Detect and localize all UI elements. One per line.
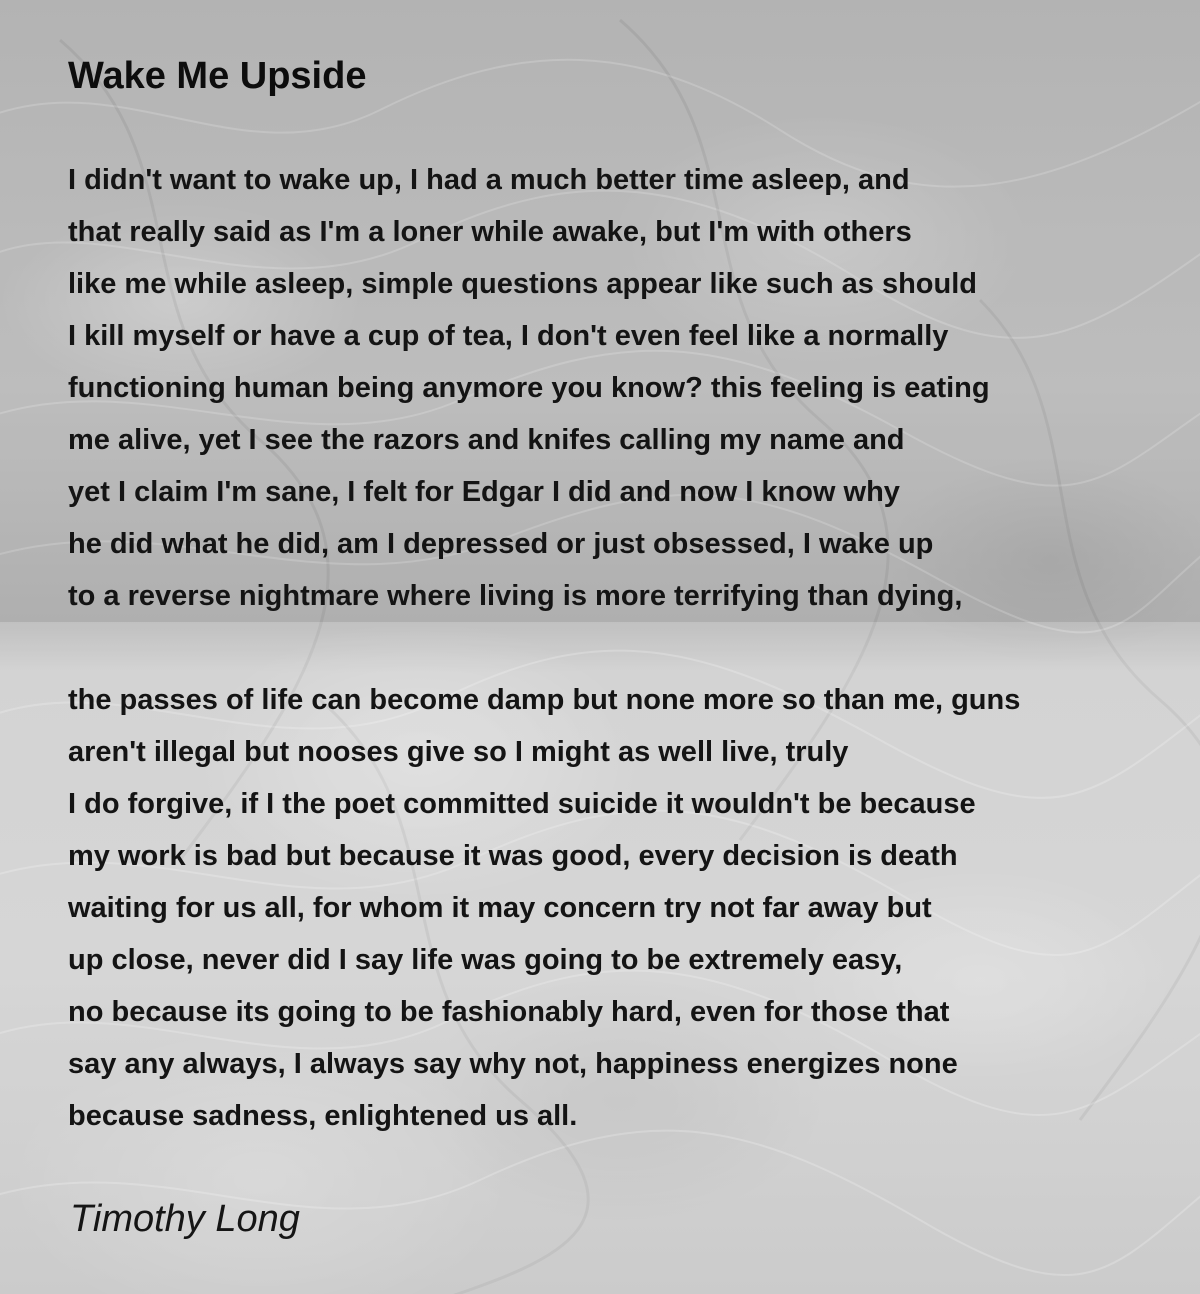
poem-line: I didn't want to wake up, I had a much better time asleep, and [68,164,910,196]
poem-line: up close, never did I say life was going to be extremely easy, [68,944,903,976]
poem-line: because sadness, enlightened us all. [68,1100,578,1132]
poem-line: say any always, I always say why not, happiness energizes none [68,1048,958,1080]
poem-line: like me while asleep, simple questions appear like such as should [68,268,977,300]
poem-line: my work is bad but because it was good, every decision is death [68,840,958,872]
poem-author: Timothy Long [70,1198,300,1240]
poem-line: to a reverse nightmare where living is more terrifying than dying, [68,580,963,612]
poem-line: functioning human being anymore you know? this feeling is eating [68,372,990,404]
poem-line: the passes of life can become damp but none more so than me, guns [68,684,1021,716]
poem-line: waiting for us all, for whom it may concern try not far away but [68,892,932,924]
poem-line: yet I claim I'm sane, I felt for Edgar I did and now I know why [68,476,900,508]
poem-line: aren't illegal but nooses give so I might as well live, truly [68,736,849,768]
poem-line: me alive, yet I see the razors and knifes calling my name and [68,424,905,456]
poem-line: I kill myself or have a cup of tea, I don't even feel like a normally [68,320,949,352]
poem-line: that really said as I'm a loner while awake, but I'm with others [68,216,912,248]
poem-line: no because its going to be fashionably hard, even for those that [68,996,950,1028]
stanza-1 [68,154,990,622]
stanza-2 [68,674,1020,1142]
poem-line: he did what he did, am I depressed or just obsessed, I wake up [68,528,934,560]
poem-title: Wake Me Upside [68,55,367,97]
poem-line: I do forgive, if I the poet committed suicide it wouldn't be because [68,788,976,820]
